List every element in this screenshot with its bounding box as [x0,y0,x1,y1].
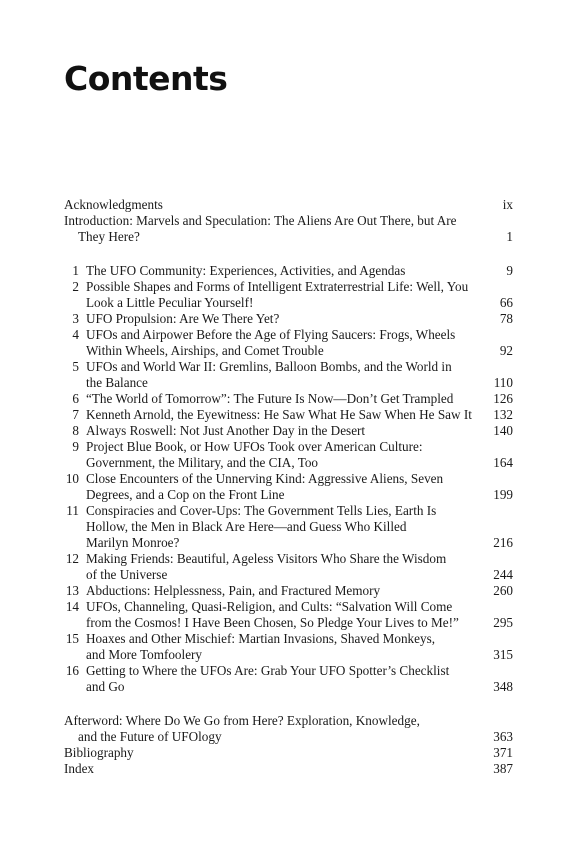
chapter-number: 13 [65,583,79,598]
toc-line [64,391,513,407]
page-number: 216 [493,535,513,550]
entry-title: Hoaxes and Other Mischief: Martian Invasions, Shaved Monkeys, [86,631,436,646]
toc-line [64,615,513,631]
page-number: 363 [493,729,513,744]
entry-title: UFOs and World War II: Gremlins, Balloon Bombs, and the World in [86,359,452,374]
toc-line [64,729,513,745]
entry-title: the Balance [86,375,148,390]
chapter-number: 7 [72,407,79,422]
page-number: 126 [493,391,513,406]
chapter-number: 5 [72,359,79,374]
page-number: 164 [493,455,513,470]
entry-title: and More Tomfoolery [86,647,203,662]
entry-title: UFO Propulsion: Are We There Yet? [86,311,280,326]
toc-line [64,213,513,229]
chapter-number: 2 [72,279,79,294]
toc-line [64,519,513,535]
toc-line [64,647,513,663]
entry-title: Always Roswell: Not Just Another Day in the Desert [86,423,366,438]
entry-title: Look a Little Peculiar Yourself! [86,295,254,310]
chapter-number: 8 [72,423,79,438]
chapter-number: 16 [65,663,79,678]
chapter-number: 1 [72,263,79,278]
entry-title: and the Future of UFOlogy [78,729,222,744]
section-gap [64,245,513,263]
table-of-contents [64,197,513,777]
page-number: 92 [499,343,513,358]
page-number: ix [502,197,513,212]
page-number: 260 [493,583,513,598]
page-number: 132 [493,407,513,422]
entry-title: UFOs and Airpower Before the Age of Flying Saucers: Frogs, Wheels [86,327,456,342]
toc-line [64,503,513,519]
entry-title: Afterword: Where Do We Go from Here? Exploration, Knowledge, [64,713,420,728]
entry-title: Marilyn Monroe? [86,535,180,550]
chapter-number: 12 [65,551,79,566]
entry-title: UFOs, Channeling, Quasi-Religion, and Cults: “Salvation Will Come [86,599,453,614]
page-number: 140 [493,423,513,438]
section-gap [64,695,513,713]
toc-line [64,423,513,439]
toc-line [64,663,513,679]
entry-title: Hollow, the Men in Black Are Here—and Guess Who Killed [86,519,407,534]
entry-title: and Go [86,679,125,694]
page-title: Contents [64,59,228,98]
entry-title: Degrees, and a Cop on the Front Line [86,487,285,502]
entry-title: Kenneth Arnold, the Eyewitness: He Saw What He Saw When He Saw It [86,407,472,422]
toc-line [64,455,513,471]
toc-line [64,713,513,729]
page-number: 1 [506,229,513,244]
chapter-number: 14 [65,599,79,614]
entry-title: Conspiracies and Cover-Ups: The Government Tells Lies, Earth Is [86,503,437,518]
entry-title: Introduction: Marvels and Speculation: The Aliens Are Out There, but Are [64,213,457,228]
toc-line [64,583,513,599]
entry-title: Possible Shapes and Forms of Intelligent Extraterrestrial Life: Well, You [86,279,469,294]
toc-line [64,745,513,761]
toc-line [64,439,513,455]
entry-title: Getting to Where the UFOs Are: Grab Your UFO Spotter’s Checklist [86,663,450,678]
toc-line [64,375,513,391]
entry-title: Within Wheels, Airships, and Comet Trouble [86,343,324,358]
chapter-number: 11 [66,503,79,518]
page-number: 78 [499,311,513,326]
page-number: 244 [493,567,513,582]
page-number: 110 [493,375,513,390]
entry-title: Making Friends: Beautiful, Ageless Visitors Who Share the Wisdom [86,551,447,566]
toc-line [64,407,513,423]
page-number: 199 [493,487,513,502]
toc-line [64,567,513,583]
toc-line [64,535,513,551]
chapter-number: 9 [72,439,79,454]
toc-line [64,679,513,695]
page-number: 9 [506,263,513,278]
page-number: 295 [493,615,513,630]
entry-title: from the Cosmos! I Have Been Chosen, So Pledge Your Lives to Me!” [86,615,459,630]
entry-title: The UFO Community: Experiences, Activities, and Agendas [86,263,406,278]
chapter-number: 6 [72,391,79,406]
page-number: 371 [493,745,513,760]
toc-line [64,295,513,311]
toc-line [64,599,513,615]
toc-line [64,343,513,359]
page-number: 315 [493,647,513,662]
chapter-number: 4 [72,327,79,342]
entry-title: Bibliography [64,745,134,760]
toc-line [64,487,513,503]
entry-title: of the Universe [86,567,168,582]
page-number: 348 [493,679,513,694]
chapter-number: 15 [65,631,79,646]
toc-line [64,311,513,327]
toc-line [64,551,513,567]
toc-line [64,471,513,487]
entry-title: Acknowledgments [64,197,163,212]
toc-line [64,761,513,777]
toc-line [64,631,513,647]
page-number: 66 [499,295,513,310]
page-number: 387 [493,761,513,776]
toc-line [64,359,513,375]
toc-line [64,263,513,279]
entry-title: Project Blue Book, or How UFOs Took over American Culture: [86,439,423,454]
entry-title: Index [64,761,95,776]
chapter-number: 3 [72,311,79,326]
toc-line [64,327,513,343]
chapter-number: 10 [65,471,79,486]
toc-line [64,279,513,295]
toc-line [64,229,513,245]
entry-title: Close Encounters of the Unnerving Kind: Aggressive Aliens, Seven [86,471,444,486]
entry-title: They Here? [78,229,140,244]
entry-title: Government, the Military, and the CIA, Too [86,455,319,470]
toc-line [64,197,513,213]
entry-title: “The World of Tomorrow”: The Future Is Now—Don’t Get Trampled [86,391,454,406]
entry-title: Abductions: Helplessness, Pain, and Fractured Memory [86,583,381,598]
